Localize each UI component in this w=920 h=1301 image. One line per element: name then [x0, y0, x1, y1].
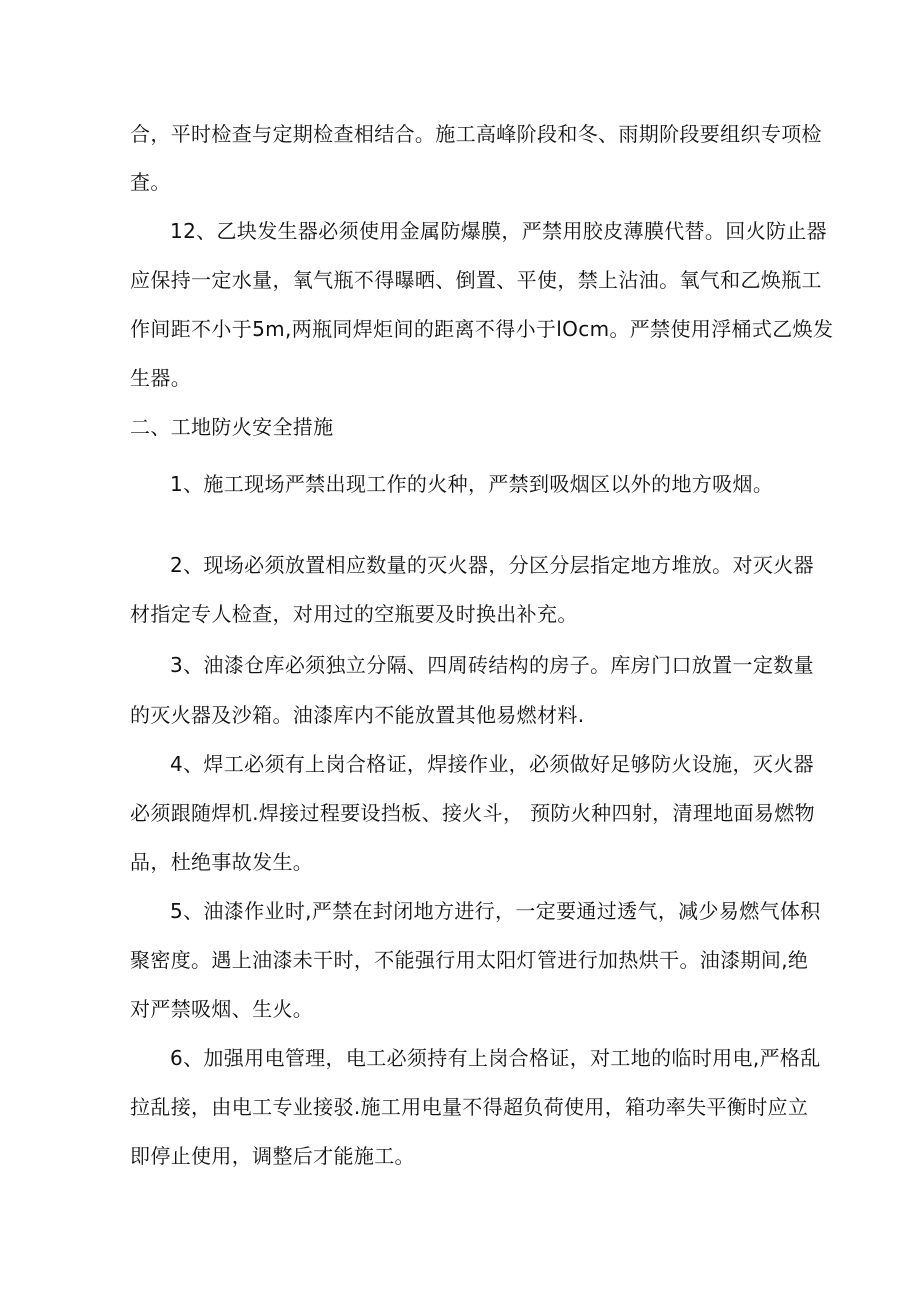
text-line-19: 6、加强用电管理，电工必须持有上岗合格证，对工地的临时用电,严格乱 — [170, 1046, 821, 1070]
text-line-21: 即停止使用，调整后才能施工。 — [130, 1144, 415, 1168]
text-line-15: 品，杜绝事故发生。 — [130, 850, 314, 874]
text-line-9: 2、现场必须放置相应数量的灭火器，分区分层指定地方堆放。对灭火器 — [170, 553, 814, 577]
text-line-6: 生器。 — [130, 366, 192, 390]
text-line-4: 应保持一定水量，氧气瓶不得曝晒、倒置、平使，禁上沾油。氧气和乙焕瓶工 — [130, 268, 822, 292]
text-line-16: 5、油漆作业时,严禁在封闭地方进行，一定要通过透气，减少易燃气体积 — [170, 899, 821, 923]
text-line-12: 的灭火器及沙箱。油漆库内不能放置其他易燃材料. — [130, 703, 585, 727]
text-line-3: 12、乙块发生器必须使用金属防爆膜，严禁用胶皮薄膜代替。回火防止器 — [170, 219, 827, 243]
text-line-11: 3、油漆仓库必须独立分隔、四周砖结构的房子。库房门口放置一定数量 — [170, 653, 814, 677]
text-line-2: 査。 — [130, 170, 171, 194]
section-heading: 二、工地防火安全措施 — [130, 415, 334, 439]
text-line-20: 拉乱接，由电工专业接驳.施工用电量不得超负荷使用，箱功率失平衡时应立 — [130, 1095, 809, 1119]
text-line-1: 合，平时检查与定期检查相结合。施工高峰阶段和冬、雨期阶段要组织专项检 — [130, 122, 822, 146]
text-line-10: 材指定专人检查，对用过的空瓶要及时换出补充。 — [130, 602, 578, 626]
text-line-5: 作间距不小于5m,两瓶同焊炬间的距离不得小于lOcm。严禁使用浮桶式乙焕发 — [130, 317, 834, 341]
text-line-18: 对严禁吸烟、生火。 — [130, 997, 314, 1021]
text-line-8: 1、施工现场严禁出现工作的火种，严禁到吸烟区以外的地方吸烟。 — [170, 472, 774, 496]
text-line-17: 聚密度。遇上油漆未干时，不能强行用太阳灯管进行加热烘干。油漆期间,绝 — [130, 948, 809, 972]
text-line-14: 必须跟随焊机.焊接过程要设挡板、接火斗， 预防火种四射，清理地面易燃物 — [130, 801, 815, 825]
text-line-13: 4、焊工必须有上岗合格证，焊接作业，必须做好足够防火设施，灭火器 — [170, 752, 814, 776]
